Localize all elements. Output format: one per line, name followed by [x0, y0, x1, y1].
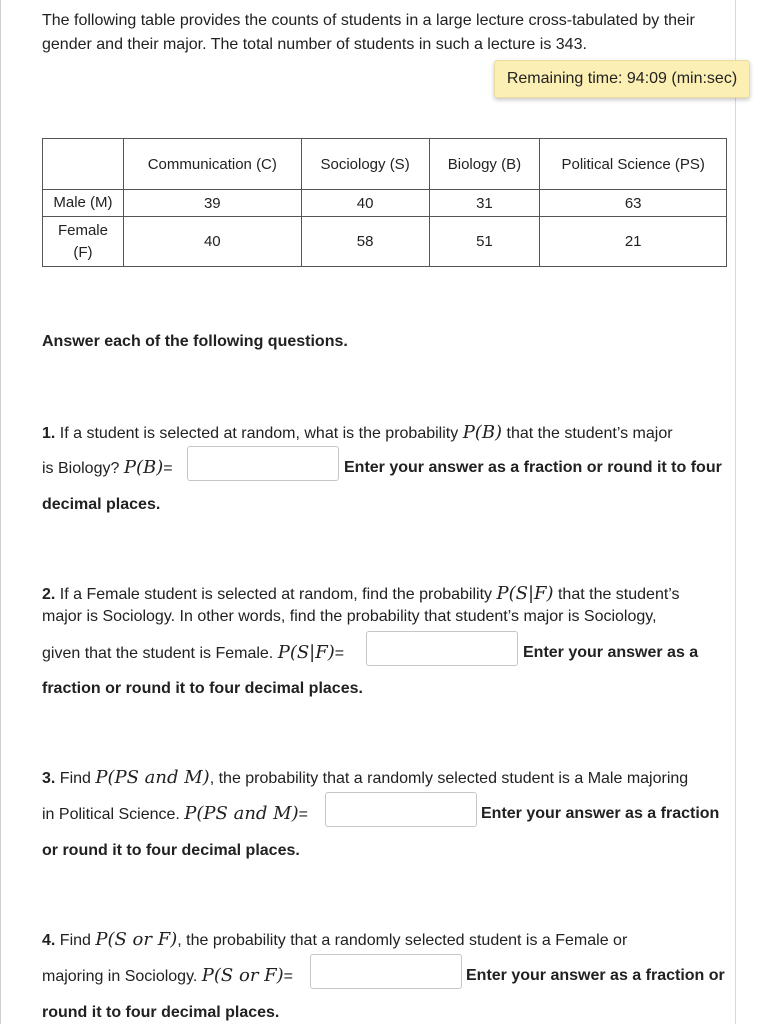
question-number: 1.	[42, 425, 56, 442]
table-cell: 40	[123, 217, 301, 267]
table-cell: 58	[301, 217, 429, 267]
math-expression: P(S|F)	[496, 583, 554, 604]
table-header-cell: Political Science (PS)	[540, 139, 727, 190]
table-row-female	[43, 217, 727, 267]
table-cell: 31	[429, 190, 540, 217]
table-cell: 51	[429, 217, 540, 267]
answer-input-p-ps-and-m[interactable]	[325, 792, 477, 827]
question-text: Find	[59, 770, 91, 787]
question-text: Find	[59, 932, 91, 949]
equals-sign: =	[163, 460, 173, 477]
math-expression: P(S or F)	[201, 965, 284, 986]
table-header-cell: Sociology (S)	[301, 139, 429, 190]
answer-hint: round it to four decimal places.	[42, 1004, 280, 1021]
answer-hint: decimal places.	[42, 496, 161, 513]
equals-sign: =	[283, 968, 294, 985]
question-number: 2.	[42, 586, 56, 603]
math-expression: P(S or F)	[95, 929, 178, 950]
remaining-time-badge: Remaining time: 94:09 (min:sec)	[494, 60, 750, 98]
equals-sign: =	[298, 806, 308, 823]
question-text: in Political Science.	[42, 806, 180, 823]
answer-hint: or round it to four decimal places.	[42, 842, 300, 859]
math-expression: P(B)	[462, 422, 503, 443]
table-cell: 39	[123, 190, 301, 217]
question-text: is Biology?	[42, 460, 120, 477]
answer-hint: Enter your answer as a	[523, 644, 699, 661]
question-number: 4.	[42, 932, 56, 949]
table-cell: 40	[301, 190, 429, 217]
intro-text: The following table provides the counts of students in a large lecture cross-tabulated by their gender and their major. The total number of students in such a lecture is 343.	[42, 12, 695, 53]
table-row-male	[43, 190, 727, 217]
table-cell: 21	[540, 217, 727, 267]
answer-input-p-b[interactable]	[187, 446, 339, 481]
table-header-row	[43, 139, 727, 190]
answer-hint: Enter your answer as a fraction	[481, 805, 720, 822]
crosstab-table	[42, 138, 727, 267]
math-expression: P(PS and M)	[184, 803, 299, 824]
left-border	[0, 0, 1, 1024]
answer-hint: fraction or round it to four decimal places.	[42, 680, 363, 697]
question-text: that the student’s	[557, 586, 680, 603]
row-label-line: Female	[57, 221, 108, 239]
question-text: given that the student is Female.	[42, 645, 274, 662]
row-label-line: (F)	[73, 243, 93, 261]
table-header-cell: Communication (C)	[123, 139, 301, 190]
table-header-cell: Biology (B)	[429, 139, 540, 190]
answer-input-p-s-given-f[interactable]	[366, 631, 518, 666]
table-corner-cell	[43, 139, 124, 190]
instructions-heading: Answer each of the following questions.	[42, 333, 348, 350]
question-number: 3.	[42, 770, 56, 787]
right-border	[735, 0, 736, 1024]
math-expression: P(PS and M)	[95, 767, 210, 788]
table-cell: 63	[540, 190, 727, 217]
question-text: If a Female student is selected at random, find the probability	[59, 586, 493, 603]
question-text: that the student’s major	[506, 425, 673, 442]
question-text: major is Sociology. In other words, find the probability that student’s major is Sociology,	[42, 608, 657, 625]
question-text: majoring in Sociology.	[42, 968, 198, 985]
math-expression: P(S|F)	[277, 642, 335, 663]
question-text: If a student is selected at random, what is the probability	[59, 425, 459, 442]
question-text: , the probability that a randomly selected student is a Female or	[177, 932, 628, 949]
row-label	[43, 217, 124, 267]
answer-hint: Enter your answer as a fraction or	[466, 967, 725, 984]
equals-sign: =	[334, 645, 345, 662]
question-text: , the probability that a randomly selected student is a Male majoring	[209, 770, 689, 787]
row-label: Male (M)	[43, 190, 124, 217]
math-expression: P(B)	[123, 457, 164, 478]
answer-input-p-s-or-f[interactable]	[310, 954, 462, 989]
answer-hint: Enter your answer as a fraction or round it to four	[344, 459, 722, 476]
